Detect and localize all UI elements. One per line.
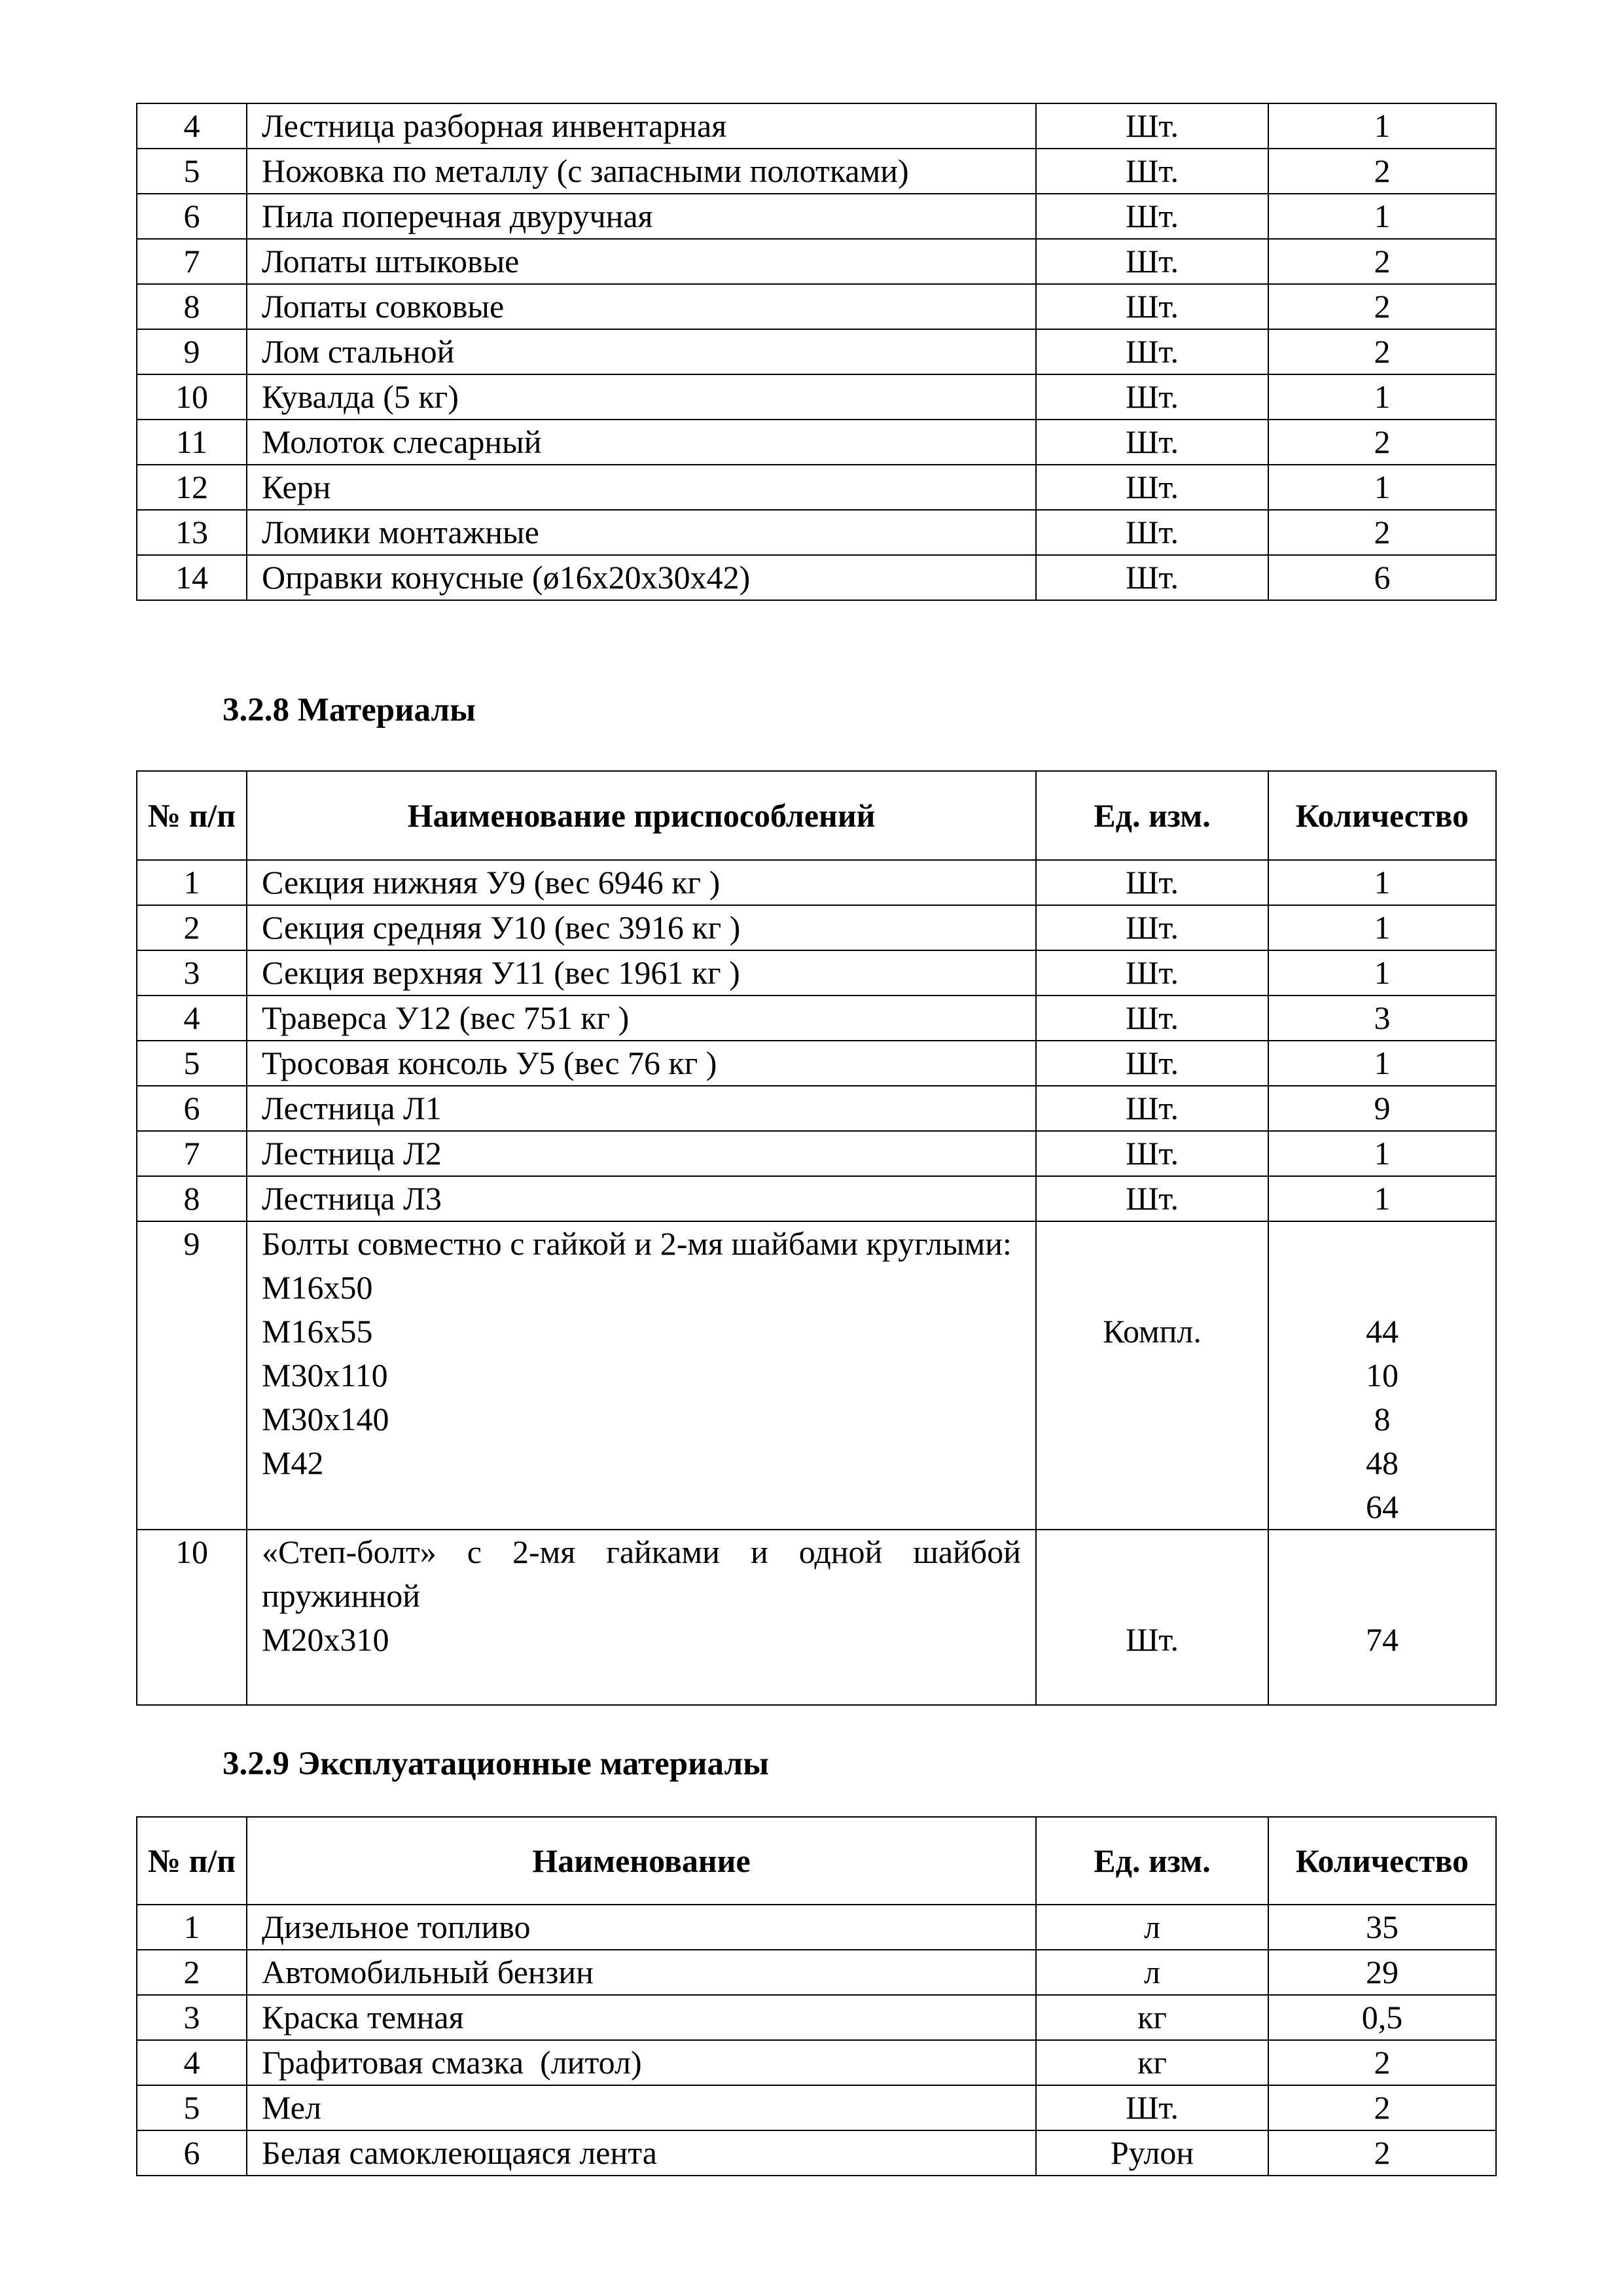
item-quantity — [1268, 1221, 1496, 1530]
item-unit: Шт. — [1036, 149, 1268, 194]
row-number: 6 — [137, 194, 247, 239]
item-name: Молоток слесарный — [247, 420, 1036, 465]
table-row — [137, 1905, 1496, 1950]
item-name: Лестница разборная инвентарная — [247, 103, 1036, 149]
item-quantity: 2 — [1268, 329, 1496, 374]
item-quantity: 29 — [1268, 1950, 1496, 1995]
step-bolt-description: «Степ-болт» с 2-мя гайками и одной шайбой пружинной — [262, 1534, 1021, 1614]
item-unit: Шт. — [1036, 374, 1268, 420]
table-row — [137, 284, 1496, 329]
item-quantity: 2 — [1268, 149, 1496, 194]
header-quantity: Количество — [1268, 1817, 1496, 1905]
item-name: Лопаты штыковые — [247, 239, 1036, 284]
row-number: 8 — [137, 284, 247, 329]
item-name: Секция нижняя У9 (вес 6946 кг ) — [247, 860, 1036, 905]
table-row — [137, 555, 1496, 600]
item-name: Лестница Л2 — [247, 1131, 1036, 1176]
item-name: Керн — [247, 465, 1036, 510]
row-number: 5 — [137, 2085, 247, 2130]
item-quantity: 2 — [1268, 420, 1496, 465]
row-number: 8 — [137, 1176, 247, 1221]
header-unit: Ед. изм. — [1036, 1817, 1268, 1905]
item-unit: Шт. — [1036, 905, 1268, 950]
row-number: 3 — [137, 950, 247, 996]
row-number: 1 — [137, 860, 247, 905]
row-number: 6 — [137, 2130, 247, 2176]
item-quantity: 1 — [1268, 194, 1496, 239]
table-row — [137, 149, 1496, 194]
row-number: 13 — [137, 510, 247, 555]
item-unit: Шт. — [1036, 420, 1268, 465]
item-quantity: 2 — [1268, 2130, 1496, 2176]
item-name: Оправки конусные (ø16х20х30х42) — [247, 555, 1036, 600]
table-row — [137, 1995, 1496, 2040]
table-row — [137, 239, 1496, 284]
item-unit: Шт. — [1036, 950, 1268, 996]
row-number: 4 — [137, 103, 247, 149]
row-number: 1 — [137, 1905, 247, 1950]
item-unit: Шт. — [1036, 239, 1268, 284]
header-quantity: Количество — [1268, 771, 1496, 860]
item-quantity: 1 — [1268, 905, 1496, 950]
item-quantity — [1268, 1530, 1496, 1705]
table-row — [137, 329, 1496, 374]
item-name: Ломики монтажные — [247, 510, 1036, 555]
row-number: 2 — [137, 1950, 247, 1995]
header-name: Наименование приспособлений — [247, 771, 1036, 860]
bolt-quantity: 64 — [1366, 1488, 1399, 1525]
item-unit: кг — [1036, 2040, 1268, 2085]
table-row — [137, 420, 1496, 465]
item-unit: л — [1036, 1950, 1268, 1995]
item-unit: Шт. — [1036, 1176, 1268, 1221]
item-quantity: 1 — [1268, 950, 1496, 996]
row-number: 10 — [137, 374, 247, 420]
table-row — [137, 1086, 1496, 1131]
row-number: 10 — [137, 1530, 247, 1705]
row-number: 9 — [137, 329, 247, 374]
item-quantity: 1 — [1268, 374, 1496, 420]
table-row — [137, 1041, 1496, 1086]
bolt-quantity: 44 — [1366, 1313, 1399, 1350]
table-row — [137, 950, 1496, 996]
table-row — [137, 2085, 1496, 2130]
row-number: 7 — [137, 239, 247, 284]
bolts-unit: Компл. — [1103, 1313, 1202, 1350]
item-name: Секция средняя У10 (вес 3916 кг ) — [247, 905, 1036, 950]
table-header-row — [137, 771, 1496, 860]
row-number: 3 — [137, 1995, 247, 2040]
table-row — [137, 510, 1496, 555]
item-name: Краска темная — [247, 1995, 1036, 2040]
bolts-description: Болты совместно с гайкой и 2-мя шайбами круглыми: — [262, 1225, 1012, 1262]
item-name: Кувалда (5 кг) — [247, 374, 1036, 420]
row-number: 4 — [137, 2040, 247, 2085]
item-quantity: 6 — [1268, 555, 1496, 600]
item-unit — [1036, 1221, 1268, 1530]
bolt-size: М30х110 — [262, 1357, 388, 1393]
header-number: № п/п — [137, 1817, 247, 1905]
item-unit — [1036, 1530, 1268, 1705]
row-number: 11 — [137, 420, 247, 465]
item-quantity: 2 — [1268, 239, 1496, 284]
item-unit: кг — [1036, 1995, 1268, 2040]
item-name: Траверса У12 (вес 751 кг ) — [247, 996, 1036, 1041]
section-title-materials: 3.2.8 Материалы — [223, 692, 476, 728]
item-unit: Шт. — [1036, 1086, 1268, 1131]
item-name: Графитовая смазка (литол) — [247, 2040, 1036, 2085]
table-row — [137, 1131, 1496, 1176]
bolt-size: М16х50 — [262, 1269, 373, 1306]
table-row — [137, 2040, 1496, 2085]
item-unit: Шт. — [1036, 194, 1268, 239]
item-name: Лестница Л3 — [247, 1176, 1036, 1221]
table-row — [137, 860, 1496, 905]
step-bolt-size: М20х310 — [262, 1621, 389, 1658]
table-row — [137, 1176, 1496, 1221]
item-unit: Рулон — [1036, 2130, 1268, 2176]
item-name: Пила поперечная двуручная — [247, 194, 1036, 239]
row-number: 14 — [137, 555, 247, 600]
row-number: 9 — [137, 1221, 247, 1530]
item-quantity: 3 — [1268, 996, 1496, 1041]
item-unit: Шт. — [1036, 1131, 1268, 1176]
item-quantity: 2 — [1268, 510, 1496, 555]
item-name: Мел — [247, 2085, 1036, 2130]
item-unit: Шт. — [1036, 555, 1268, 600]
item-quantity: 2 — [1268, 2040, 1496, 2085]
item-name: Белая самоклеющаяся лента — [247, 2130, 1036, 2176]
item-unit: Шт. — [1036, 465, 1268, 510]
item-unit: Шт. — [1036, 2085, 1268, 2130]
table-row — [137, 905, 1496, 950]
item-unit: Шт. — [1036, 1041, 1268, 1086]
item-name: Автомобильный бензин — [247, 1950, 1036, 1995]
bolt-quantity: 48 — [1366, 1444, 1399, 1481]
consumables-table — [136, 1816, 1497, 2176]
table-row — [137, 465, 1496, 510]
table-row — [137, 996, 1496, 1041]
item-quantity: 0,5 — [1268, 1995, 1496, 2040]
bolt-size: М42 — [262, 1444, 324, 1481]
table-row — [137, 103, 1496, 149]
section-title-consumables: 3.2.9 Эксплуатационные материалы — [223, 1746, 769, 1782]
row-number: 7 — [137, 1131, 247, 1176]
materials-table — [136, 770, 1497, 1706]
item-quantity: 9 — [1268, 1086, 1496, 1131]
item-name: Лестница Л1 — [247, 1086, 1036, 1131]
header-unit: Ед. изм. — [1036, 771, 1268, 860]
header-number: № п/п — [137, 771, 247, 860]
item-unit: л — [1036, 1905, 1268, 1950]
item-name: Лопаты совковые — [247, 284, 1036, 329]
item-quantity: 1 — [1268, 1176, 1496, 1221]
tools-table — [136, 103, 1497, 601]
item-name — [247, 1221, 1036, 1530]
table-row — [137, 2130, 1496, 2176]
table-row — [137, 1950, 1496, 1995]
table-row-step-bolt — [137, 1530, 1496, 1705]
table-header-row — [137, 1817, 1496, 1905]
item-quantity: 1 — [1268, 103, 1496, 149]
item-quantity: 2 — [1268, 2085, 1496, 2130]
item-quantity: 35 — [1268, 1905, 1496, 1950]
row-number: 2 — [137, 905, 247, 950]
item-quantity: 1 — [1268, 465, 1496, 510]
bolt-quantity: 8 — [1374, 1401, 1391, 1437]
item-name: Тросовая консоль У5 (вес 76 кг ) — [247, 1041, 1036, 1086]
item-name — [247, 1530, 1036, 1705]
table-row — [137, 374, 1496, 420]
item-quantity: 1 — [1268, 1041, 1496, 1086]
table-row — [137, 194, 1496, 239]
bolt-quantity: 10 — [1366, 1357, 1399, 1393]
item-quantity: 2 — [1268, 284, 1496, 329]
row-number: 5 — [137, 149, 247, 194]
item-quantity: 1 — [1268, 1131, 1496, 1176]
row-number: 5 — [137, 1041, 247, 1086]
bolt-size: М16х55 — [262, 1313, 373, 1350]
row-number: 6 — [137, 1086, 247, 1131]
item-unit: Шт. — [1036, 103, 1268, 149]
item-unit: Шт. — [1036, 860, 1268, 905]
item-unit: Шт. — [1036, 329, 1268, 374]
item-name: Лом стальной — [247, 329, 1036, 374]
row-number: 12 — [137, 465, 247, 510]
bolt-size: М30х140 — [262, 1401, 389, 1437]
step-bolt-quantity: 74 — [1366, 1621, 1399, 1658]
table-row-bolts — [137, 1221, 1496, 1530]
item-quantity: 1 — [1268, 860, 1496, 905]
item-name: Ножовка по металлу (с запасными полотками) — [247, 149, 1036, 194]
item-name: Дизельное топливо — [247, 1905, 1036, 1950]
step-bolt-unit: Шт. — [1125, 1621, 1179, 1658]
header-name: Наименование — [247, 1817, 1036, 1905]
row-number: 4 — [137, 996, 247, 1041]
item-unit: Шт. — [1036, 284, 1268, 329]
item-unit: Шт. — [1036, 510, 1268, 555]
item-unit: Шт. — [1036, 996, 1268, 1041]
item-name: Секция верхняя У11 (вес 1961 кг ) — [247, 950, 1036, 996]
